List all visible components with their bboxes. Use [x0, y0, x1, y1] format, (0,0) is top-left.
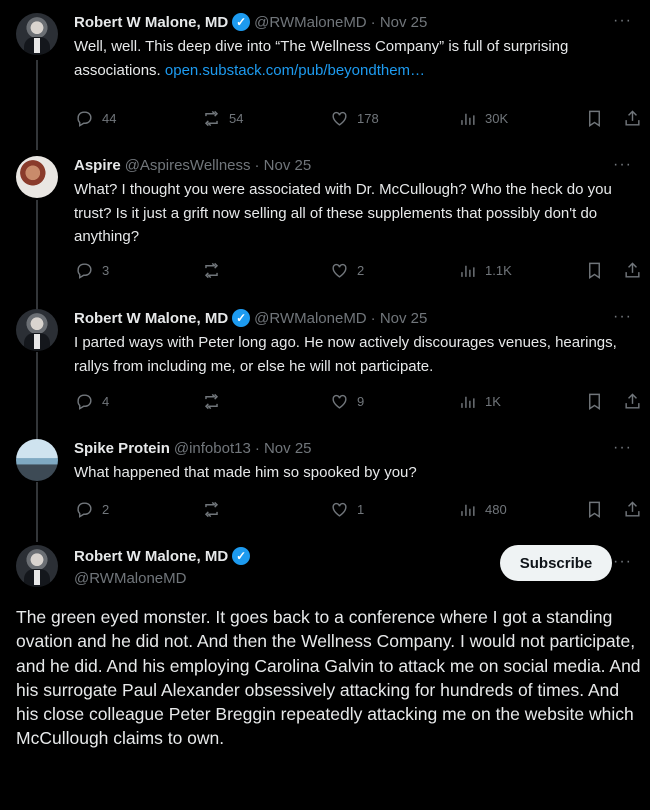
views-count: 1K — [485, 394, 501, 409]
repost-icon — [202, 392, 221, 411]
action-bar — [0, 109, 650, 129]
author-name[interactable]: Robert W Malone, MD — [74, 309, 229, 327]
share-button[interactable] — [623, 392, 642, 411]
like-icon — [330, 261, 349, 280]
share-icon — [623, 500, 642, 519]
reply-count: 2 — [102, 502, 110, 517]
repost-button[interactable] — [202, 500, 229, 519]
reply-count: 44 — [102, 111, 117, 126]
reply-icon — [75, 109, 94, 128]
author-handle[interactable]: @infobot13 — [173, 440, 251, 457]
timestamp[interactable]: · Nov 25 — [254, 440, 312, 457]
like-count: 2 — [357, 263, 365, 278]
share-icon — [623, 261, 642, 280]
avatar[interactable] — [16, 13, 58, 55]
share-button[interactable] — [623, 261, 642, 280]
bookmark-button[interactable] — [585, 261, 604, 280]
timestamp[interactable]: · Nov 25 — [370, 13, 428, 31]
repost-icon — [202, 500, 221, 519]
verified-badge-icon: ✓ — [232, 13, 250, 31]
tweet-text: I parted ways with Peter long ago. He now actively discourages venues, hearings, rallys from including me, or else he will not participate. — [74, 334, 617, 375]
main-tweet-text: The green eyed monster. It goes back to a conference where I got a standing ovation and he did not. And then the Wellness Company. I would not participate, and he did. And his employing Carolina Galvin to attack me on social media. And his surrogate Paul Alexander obsessively attacking for hundreds of times. And his close colleague Peter Breggin repeatedly attacking me on the website which McCullough claims to own. — [16, 607, 641, 749]
tweet-link[interactable]: open.substack.com/pub/beyondthem… — [164, 61, 426, 79]
reply-count: 4 — [102, 394, 110, 409]
tweet-text: What? I thought you were associated with Dr. McCullough? Who the heck do you trust? Is it just a grift now selling all of these supplements that possibly don't do anything? — [74, 181, 612, 245]
tweet-text: What happened that made him so spooked by you? — [74, 464, 417, 481]
reply-icon — [75, 392, 94, 411]
share-button[interactable] — [623, 500, 642, 519]
views-button[interactable] — [458, 261, 512, 280]
author-name[interactable]: Aspire — [74, 157, 121, 174]
timestamp[interactable]: · Nov 25 — [370, 309, 428, 327]
like-button[interactable] — [330, 261, 364, 280]
action-bar — [0, 500, 650, 520]
views-count: 1.1K — [485, 263, 512, 278]
bookmark-icon — [585, 392, 604, 411]
thread-line — [36, 60, 38, 150]
reply-button[interactable] — [75, 261, 109, 280]
views-button[interactable] — [458, 109, 508, 128]
avatar[interactable] — [16, 439, 58, 481]
like-icon — [330, 500, 349, 519]
views-icon — [458, 109, 477, 128]
views-count: 480 — [485, 502, 507, 517]
views-button[interactable] — [458, 392, 501, 411]
bookmark-button[interactable] — [585, 109, 604, 128]
author-handle[interactable]: @RWMaloneMD — [254, 13, 367, 31]
like-icon — [330, 109, 349, 128]
author-name[interactable]: Robert W Malone, MD — [74, 547, 229, 565]
action-bar — [0, 392, 650, 412]
more-options-icon[interactable]: ··· — [613, 12, 632, 29]
views-icon — [458, 392, 477, 411]
like-count: 9 — [357, 394, 365, 409]
views-icon — [458, 500, 477, 519]
like-button[interactable] — [330, 392, 364, 411]
reply-button[interactable] — [75, 500, 109, 519]
share-icon — [623, 109, 642, 128]
author-name[interactable]: Robert W Malone, MD — [74, 13, 229, 31]
verified-badge-icon: ✓ — [232, 547, 250, 565]
repost-icon — [202, 261, 221, 280]
author-handle[interactable]: @AspiresWellness — [124, 157, 251, 174]
like-icon — [330, 392, 349, 411]
timestamp[interactable]: · Nov 25 — [254, 157, 312, 174]
reply-icon — [75, 500, 94, 519]
repost-button[interactable] — [202, 261, 229, 280]
views-icon — [458, 261, 477, 280]
action-bar — [0, 261, 650, 281]
reply-count: 3 — [102, 263, 110, 278]
like-button[interactable] — [330, 500, 364, 519]
views-button[interactable] — [458, 500, 507, 519]
avatar[interactable] — [16, 309, 58, 351]
subscribe-button[interactable]: Subscribe — [500, 545, 612, 581]
bookmark-icon — [585, 261, 604, 280]
bookmark-icon — [585, 109, 604, 128]
author-handle[interactable]: @RWMaloneMD — [254, 309, 367, 327]
tweet-text — [74, 35, 634, 82]
bookmark-icon — [585, 500, 604, 519]
more-options-icon[interactable]: ··· — [613, 439, 632, 456]
verified-badge-icon: ✓ — [232, 309, 250, 327]
views-count: 30K — [485, 111, 509, 126]
like-count: 1 — [357, 502, 365, 517]
share-icon — [623, 392, 642, 411]
more-options-icon[interactable]: ··· — [613, 308, 632, 325]
tweet-body: Well, well. This deep dive into “The Wellness Company” is full of surprising associations. — [74, 38, 569, 79]
bookmark-button[interactable] — [585, 392, 604, 411]
repost-count: 54 — [229, 111, 244, 126]
author-handle[interactable]: @RWMaloneMD — [74, 570, 187, 587]
reply-button[interactable] — [75, 392, 109, 411]
author-name[interactable]: Spike Protein — [74, 440, 170, 457]
avatar[interactable] — [16, 156, 58, 198]
thread-line — [36, 200, 38, 310]
like-button[interactable] — [330, 109, 379, 128]
share-button[interactable] — [623, 109, 642, 128]
repost-button[interactable] — [202, 392, 229, 411]
repost-button[interactable] — [202, 109, 243, 128]
bookmark-button[interactable] — [585, 500, 604, 519]
like-count: 178 — [357, 111, 379, 126]
more-options-icon[interactable]: ··· — [613, 156, 632, 173]
reply-icon — [75, 261, 94, 280]
reply-button[interactable] — [75, 109, 116, 128]
repost-icon — [202, 109, 221, 128]
avatar[interactable] — [16, 545, 58, 587]
more-options-icon[interactable]: ··· — [613, 553, 632, 570]
